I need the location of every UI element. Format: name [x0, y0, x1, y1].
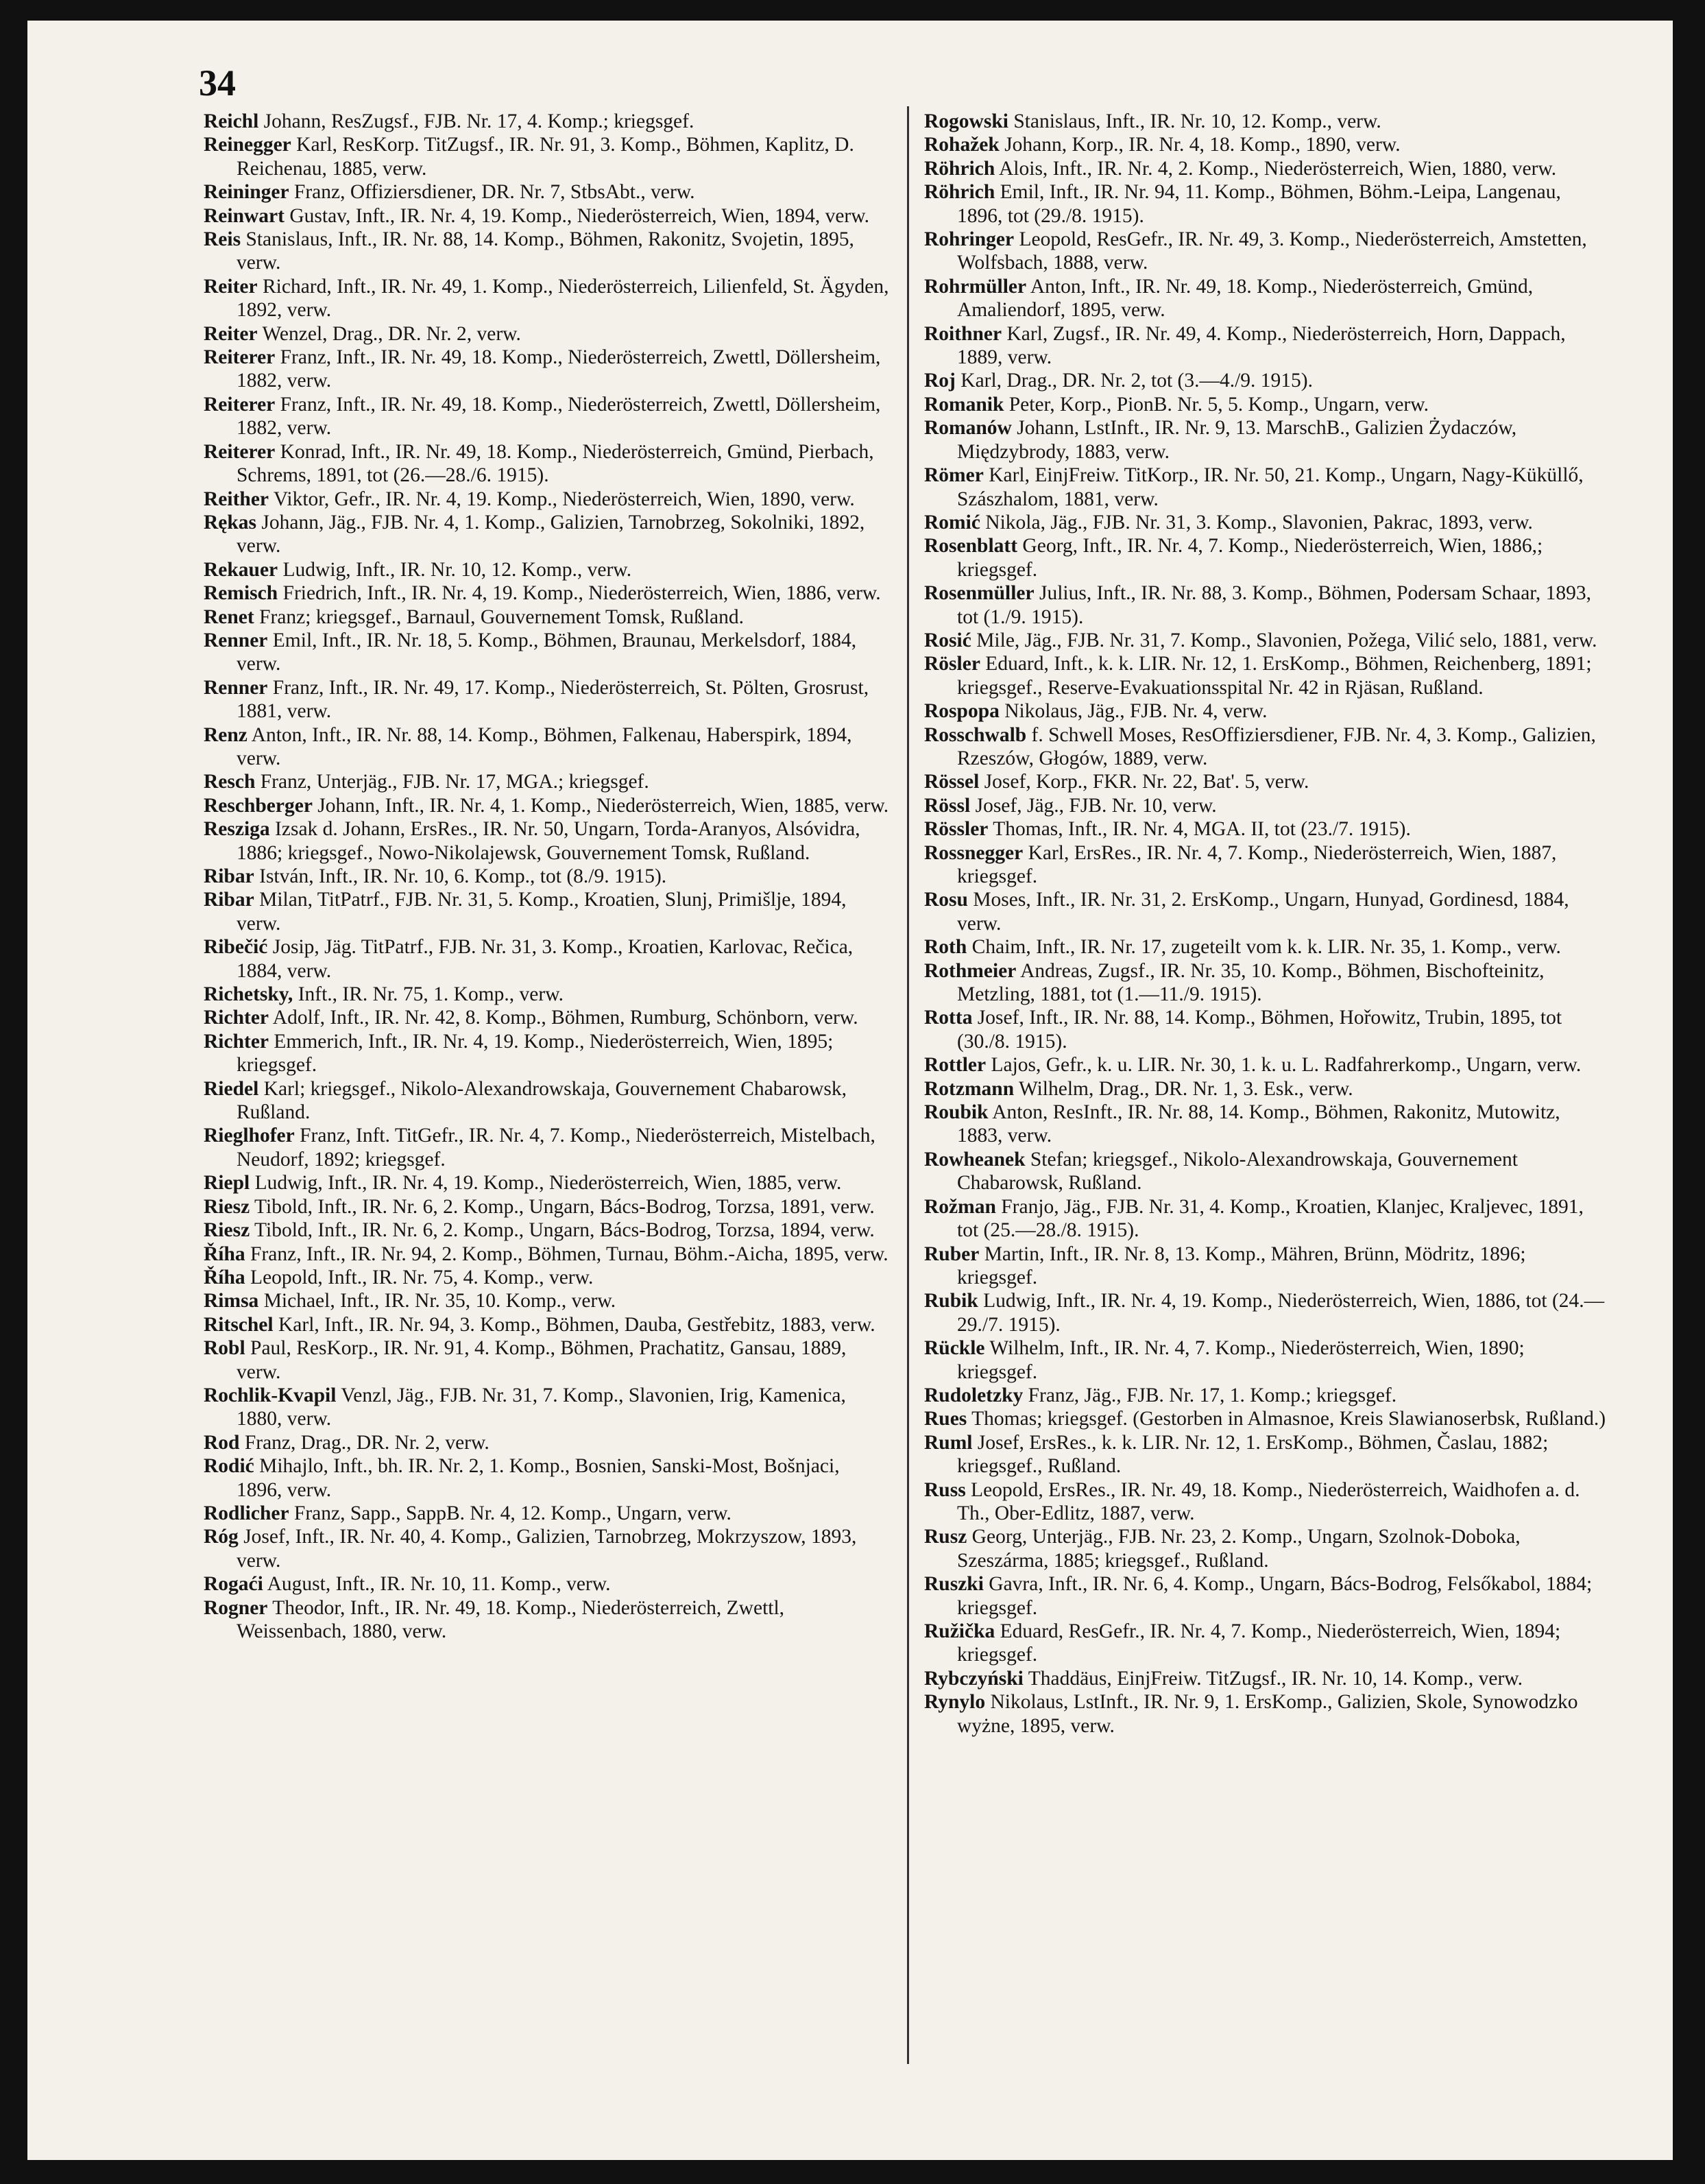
entry-surname: Remisch [204, 582, 278, 605]
entry-details: Josef, Inft., IR. Nr. 40, 4. Komp., Galizien, Tarnobrzeg, Mokrzyszow, 1893, verw. [237, 1526, 857, 1572]
entry-details: Leopold, ErsRes., IR. Nr. 49, 18. Komp., Niederösterreich, Waidhofen a. d. Th., Ober-Edlitz, 1887, verw. [957, 1478, 1580, 1524]
entry-surname: Resch [204, 771, 256, 793]
list-entry [204, 1124, 889, 1171]
entry-surname: Roth [924, 936, 967, 959]
list-entry [924, 1289, 1610, 1336]
entry-details: Chaim, Inft., IR. Nr. 17, zugeteilt vom k. k. LIR. Nr. 35, 1. Komp., verw. [971, 936, 1561, 959]
list-entry [924, 1101, 1610, 1148]
list-entry [204, 865, 889, 888]
entry-surname: Romanów [924, 417, 1012, 440]
entry-details: Anton, ResInft., IR. Nr. 88, 14. Komp., Böhmen, Rakonitz, Mutowitz, 1883, verw. [957, 1101, 1560, 1147]
entry-details: Julius, Inft., IR. Nr. 88, 3. Komp., Böhmen, Podersam Schaar, 1893, tot (1./9. 1915). [957, 582, 1592, 628]
list-entry [924, 817, 1610, 841]
entry-surname: Reiter [204, 322, 258, 345]
entry-surname: Říha [204, 1266, 245, 1288]
list-entry [204, 511, 889, 558]
entry-details: Venzl, Jäg., FJB. Nr. 31, 7. Komp., Slavonien, Irig, Kamenica, 1880, verw. [237, 1384, 846, 1430]
list-entry [204, 1384, 889, 1431]
list-entry [204, 133, 889, 180]
entry-surname: Říha [204, 1243, 245, 1265]
list-entry [924, 228, 1610, 275]
right-column [924, 110, 1610, 2071]
list-entry [924, 1690, 1610, 1738]
entry-surname: Röhrich [924, 157, 995, 180]
entry-surname: Rynylo [924, 1691, 986, 1714]
entry-details: Nikola, Jäg., FJB. Nr. 31, 3. Komp., Slavonien, Pakrac, 1893, verw. [985, 511, 1533, 533]
entry-surname: Riepl [204, 1172, 250, 1195]
list-entry [204, 1431, 889, 1454]
entry-surname: Rosenblatt [924, 535, 1018, 557]
entry-details: Franz, Drag., DR. Nr. 2, verw. [244, 1431, 489, 1454]
entry-surname: Rusz [924, 1526, 967, 1548]
entry-surname: Rękas [204, 511, 257, 533]
entry-details: Franz; kriegsgef., Barnaul, Gouvernement Tomsk, Rußland. [259, 605, 744, 628]
list-entry [204, 1336, 889, 1384]
list-entry [204, 1219, 889, 1242]
entry-surname: Römer [924, 464, 984, 487]
list-entry [204, 983, 889, 1006]
list-entry [924, 935, 1610, 959]
entry-surname: Rues [924, 1408, 967, 1430]
entry-details: Karl, ResKorp. TitZugsf., IR. Nr. 91, 3. Komp., Böhmen, Kaplitz, D. Reichenau, 1885, verw. [237, 134, 854, 180]
entry-details: Johann, ResZugsf., FJB. Nr. 17, 4. Komp.; kriegsgef. [263, 110, 694, 132]
list-entry [924, 275, 1610, 322]
entry-surname: Roj [924, 370, 956, 392]
entry-surname: Rimsa [204, 1290, 259, 1312]
list-entry [924, 581, 1610, 629]
entry-details: Emil, Inft., IR. Nr. 94, 11. Komp., Böhmen, Böhm.-Leipa, Langenau, 1896, tot (29./8. 1915). [957, 181, 1561, 227]
entry-details: Johann, Inft., IR. Nr. 4, 1. Komp., Niederösterreich, Wien, 1885, verw. [317, 794, 889, 817]
list-entry [924, 464, 1610, 511]
entry-details: Franjo, Jäg., FJB. Nr. 31, 4. Komp., Kroatien, Klanjec, Kraljevec, 1891, tot (25.—28./8. 1915). [957, 1195, 1584, 1242]
entry-details: Adolf, Inft., IR. Nr. 42, 8. Komp., Böhmen, Rumburg, Schönborn, verw. [272, 1007, 858, 1029]
entry-surname: Reschberger [204, 794, 313, 817]
entry-surname: Riedel [204, 1077, 259, 1100]
list-entry [204, 1502, 889, 1525]
entry-details: Tibold, Inft., IR. Nr. 6, 2. Komp., Ungarn, Bács-Bodrog, Torzsa, 1891, verw. [254, 1195, 875, 1218]
list-entry [924, 770, 1610, 793]
entry-surname: Richetsky, [204, 983, 293, 1006]
entry-surname: Rogner [204, 1596, 268, 1619]
entry-surname: Rod [204, 1431, 240, 1454]
list-entry [204, 1077, 889, 1125]
entry-details: Karl, Zugsf., IR. Nr. 49, 4. Komp., Niederösterreich, Horn, Dappach, 1889, verw. [957, 322, 1566, 369]
list-entry [924, 1478, 1610, 1526]
entry-surname: Rössel [924, 771, 980, 793]
list-entry [924, 157, 1610, 180]
entry-surname: Rückle [924, 1337, 985, 1360]
entry-details: Tibold, Inft., IR. Nr. 6, 2. Komp., Ungarn, Bács-Bodrog, Torzsa, 1894, verw. [254, 1219, 875, 1242]
entry-surname: Rotta [924, 1007, 973, 1029]
list-entry [204, 488, 889, 511]
entry-surname: Rosschwalb [924, 723, 1027, 746]
entry-surname: Rosić [924, 629, 971, 651]
entry-details: Josip, Jäg. TitPatrf., FJB. Nr. 31, 3. Komp., Kroatien, Karlovac, Rečica, 1884, verw. [237, 936, 854, 982]
entry-details: Franz, Inft., IR. Nr. 49, 17. Komp., Niederösterreich, St. Pölten, Grosrust, 1881, verw. [237, 676, 869, 723]
entry-surname: Reinegger [204, 134, 291, 156]
entry-surname: Rodlicher [204, 1502, 289, 1524]
entry-details: Franz, Inft., IR. Nr. 49, 18. Komp., Niederösterreich, Zwettl, Döllersheim, 1882, verw. [237, 346, 881, 392]
entry-surname: Reither [204, 488, 269, 510]
entry-details: Gavra, Inft., IR. Nr. 6, 4. Komp., Ungarn, Bács-Bodrog, Felsőkabol, 1884; kriegsgef. [957, 1573, 1593, 1619]
list-entry [204, 794, 889, 817]
entry-surname: Rosu [924, 889, 968, 911]
list-entry [204, 1006, 889, 1029]
entry-details: Moses, Inft., IR. Nr. 31, 2. ErsKomp., Ungarn, Hunyad, Gordinesd, 1884, verw. [957, 889, 1569, 935]
entry-details: Emmerich, Inft., IR. Nr. 4, 19. Komp., Niederösterreich, Wien, 1895; kriegsgef. [237, 1030, 834, 1077]
entry-surname: Ružička [924, 1620, 995, 1642]
entry-details: Alois, Inft., IR. Nr. 4, 2. Komp., Niederösterreich, Wien, 1880, verw. [999, 157, 1557, 180]
entry-details: Stanislaus, Inft., IR. Nr. 88, 14. Komp., Böhmen, Rakonitz, Svojetin, 1895, verw. [237, 228, 854, 274]
entry-details: Wenzel, Drag., DR. Nr. 2, verw. [262, 322, 521, 345]
list-entry [924, 1077, 1610, 1101]
entry-details: Franz, Unterjäg., FJB. Nr. 17, MGA.; kriegsgef. [260, 771, 649, 793]
entry-surname: Rekauer [204, 558, 278, 581]
entry-surname: Rohažek [924, 134, 1000, 156]
list-entry [204, 228, 889, 275]
entry-surname: Rothmeier [924, 959, 1017, 982]
entry-details: Franz, Inft. TitGefr., IR. Nr. 4, 7. Komp., Niederösterreich, Mistelbach, Neudorf, 1892; kriegsgef. [237, 1125, 875, 1171]
entry-details: Nikolaus, LstInft., IR. Nr. 9, 1. ErsKomp., Galizien, Skole, Synowodzko wyżne, 1895, verw. [957, 1691, 1578, 1737]
entry-details: Gustav, Inft., IR. Nr. 4, 19. Komp., Niederösterreich, Wien, 1894, verw. [289, 204, 870, 227]
entry-surname: Rossnegger [924, 841, 1024, 864]
list-entry [924, 133, 1610, 156]
entry-details: Friedrich, Inft., IR. Nr. 4, 19. Komp., Niederösterreich, Wien, 1886, verw. [282, 582, 881, 605]
entry-details: Richard, Inft., IR. Nr. 49, 1. Komp., Niederösterreich, Lilienfeld, St. Ägyden, 1892, verw. [237, 275, 889, 322]
entry-surname: Rosenmüller [924, 582, 1035, 605]
list-entry [204, 1596, 889, 1644]
entry-details: Izsak d. Johann, ErsRes., IR. Nr. 50, Ungarn, Torda-Aranyos, Alsóvidra, 1886; kriegsgef., Nowo-Nikolajewsk, Gouvernement Tomsk, Rußland. [237, 818, 860, 864]
list-entry [204, 605, 889, 629]
entry-surname: Rogowski [924, 110, 1008, 132]
entry-surname: Reiterer [204, 440, 276, 463]
entry-surname: Riesz [204, 1219, 250, 1242]
entry-details: Karl, Inft., IR. Nr. 94, 3. Komp., Böhmen, Dauba, Gestřebitz, 1883, verw. [278, 1313, 875, 1336]
list-entry [204, 322, 889, 346]
entry-surname: Richter [204, 1007, 269, 1029]
list-entry [924, 1525, 1610, 1572]
entry-surname: Resziga [204, 818, 270, 841]
list-entry [924, 1572, 1610, 1620]
entry-surname: Ribečić [204, 936, 268, 959]
entry-details: Michael, Inft., IR. Nr. 35, 10. Komp., verw. [263, 1290, 616, 1312]
list-entry [204, 629, 889, 676]
list-entry [924, 534, 1610, 581]
list-entry [204, 180, 889, 204]
list-entry [924, 110, 1610, 133]
entry-surname: Rybczyński [924, 1667, 1024, 1690]
list-entry [924, 322, 1610, 370]
entry-surname: Ribar [204, 889, 254, 911]
entry-surname: Rohringer [924, 228, 1015, 251]
list-entry [204, 581, 889, 605]
entry-details: Theodor, Inft., IR. Nr. 49, 18. Komp., Niederösterreich, Zwettl, Weissenbach, 1880, verw. [237, 1596, 785, 1642]
entry-details: Karl, EinjFreiw. TitKorp., IR. Nr. 50, 21. Komp., Ungarn, Nagy-Küküllő, Szászhalom, 1881, verw. [957, 464, 1584, 510]
list-entry [204, 723, 889, 771]
entry-details: Viktor, Gefr., IR. Nr. 4, 19. Komp., Niederösterreich, Wien, 1890, verw. [273, 488, 855, 510]
entry-surname: Reis [204, 228, 241, 251]
entry-details: Franz, Sapp., SappB. Nr. 4, 12. Komp., Ungarn, verw. [293, 1502, 731, 1524]
entry-details: Josef, Korp., FKR. Nr. 22, Bat'. 5, verw. [984, 771, 1309, 793]
entry-details: Paul, ResKorp., IR. Nr. 91, 4. Komp., Böhmen, Prachatitz, Gansau, 1889, verw. [237, 1337, 847, 1383]
list-entry [204, 1572, 889, 1596]
entry-details: Karl, ErsRes., IR. Nr. 4, 7. Komp., Niederösterreich, Wien, 1887, kriegsgef. [957, 841, 1557, 887]
entry-surname: Rotzmann [924, 1077, 1015, 1100]
left-column [204, 110, 889, 2071]
list-entry [924, 699, 1610, 723]
entry-surname: Renner [204, 629, 268, 651]
list-entry [924, 841, 1610, 889]
list-entry [204, 204, 889, 228]
entry-surname: Rochlik-Kvapil [204, 1384, 337, 1406]
entry-details: Johann, Jäg., FJB. Nr. 4, 1. Komp., Galizien, Tarnobrzeg, Sokolniki, 1892, verw. [237, 511, 865, 557]
entry-details: Thomas, Inft., IR. Nr. 4, MGA. II, tot (23./7. 1915). [993, 818, 1411, 841]
entry-surname: Russ [924, 1478, 966, 1501]
list-entry [204, 1195, 889, 1219]
entry-details: Thaddäus, EinjFreiw. TitZugsf., IR. Nr. 10, 14. Komp., verw. [1028, 1667, 1523, 1690]
entry-surname: Ruber [924, 1243, 980, 1265]
entry-details: Stanislaus, Inft., IR. Nr. 10, 12. Komp., verw. [1013, 110, 1381, 132]
list-entry [204, 1266, 889, 1289]
entry-surname: Rössler [924, 818, 989, 841]
list-entry [924, 1195, 1610, 1243]
entry-surname: Renet [204, 605, 254, 628]
list-entry [924, 1667, 1610, 1690]
list-entry [924, 1053, 1610, 1077]
list-entry [204, 1525, 889, 1572]
entry-details: Georg, Inft., IR. Nr. 4, 7. Komp., Niederösterreich, Wien, 1886,; kriegsgef. [957, 535, 1543, 581]
entry-details: Franz, Inft., IR. Nr. 49, 18. Komp., Niederösterreich, Zwettl, Döllersheim, 1882, verw. [237, 393, 881, 440]
entry-surname: Reinwart [204, 204, 285, 227]
list-entry [924, 1336, 1610, 1384]
entry-surname: Reiterer [204, 346, 276, 369]
entry-details: István, Inft., IR. Nr. 10, 6. Komp., tot (8./9. 1915). [259, 865, 667, 887]
list-entry [924, 794, 1610, 817]
list-entry [204, 1313, 889, 1336]
list-entry [204, 1171, 889, 1195]
list-entry [204, 935, 889, 983]
entry-details: Wilhelm, Drag., DR. Nr. 1, 3. Esk., verw. [1018, 1077, 1353, 1100]
page-number: 34 [199, 62, 236, 104]
list-entry [204, 393, 889, 440]
entry-details: August, Inft., IR. Nr. 10, 11. Komp., verw. [267, 1573, 611, 1596]
entry-surname: Rudoletzky [924, 1384, 1024, 1406]
entry-surname: Róg [204, 1526, 239, 1548]
entry-surname: Reininger [204, 181, 289, 204]
list-entry [924, 369, 1610, 392]
entry-surname: Renner [204, 676, 268, 699]
list-entry [924, 888, 1610, 935]
entry-details: Mile, Jäg., FJB. Nr. 31, 7. Komp., Slavonien, Požega, Vilić selo, 1881, verw. [976, 629, 1597, 651]
entry-details: Karl, Drag., DR. Nr. 2, tot (3.—4./9. 1915). [960, 370, 1313, 392]
entry-details: Peter, Korp., PionB. Nr. 5, 5. Komp., Ungarn, verw. [1008, 393, 1429, 416]
entry-details: Karl; kriegsgef., Nikolo-Alexandrowskaja, Gouvernement Chabarowsk, Rußland. [237, 1077, 847, 1124]
entry-surname: Rösler [924, 653, 980, 675]
list-entry [924, 511, 1610, 534]
list-entry [204, 346, 889, 393]
entry-surname: Rowheanek [924, 1148, 1026, 1171]
list-entry [204, 1454, 889, 1502]
entry-details: Leopold, ResGefr., IR. Nr. 49, 3. Komp., Niederösterreich, Amstetten, Wolfsbach, 1888, verw. [957, 228, 1587, 274]
entry-details: Eduard, Inft., k. k. LIR. Nr. 12, 1. ErsKomp., Böhmen, Reichenberg, 1891; kriegsgef., Reserve-Evakuationsspital Nr. 42 in Rjäsan, Rußland. [957, 653, 1592, 699]
list-entry [204, 275, 889, 322]
entry-surname: Robl [204, 1337, 245, 1360]
list-entry [924, 1148, 1610, 1195]
entry-surname: Romanik [924, 393, 1004, 416]
entry-details: Wilhelm, Inft., IR. Nr. 4, 7. Komp., Niederösterreich, Wien, 1890; kriegsgef. [957, 1337, 1525, 1383]
list-entry [204, 676, 889, 723]
entry-details: Leopold, Inft., IR. Nr. 75, 4. Komp., verw. [250, 1266, 594, 1288]
entry-surname: Richter [204, 1030, 269, 1053]
entry-surname: Rubik [924, 1290, 978, 1312]
entry-surname: Rössl [924, 794, 971, 817]
entry-surname: Roubik [924, 1101, 989, 1124]
entry-details: Konrad, Inft., IR. Nr. 49, 18. Komp., Niederösterreich, Gmünd, Pierbach, Schrems, 1891, tot (26.—28./6. 1915). [237, 440, 874, 487]
list-entry [204, 1243, 889, 1266]
entry-surname: Ruszki [924, 1573, 984, 1596]
entry-surname: Rieglhofer [204, 1125, 295, 1147]
list-entry [924, 1384, 1610, 1407]
entry-surname: Rožman [924, 1195, 996, 1218]
entry-surname: Ribar [204, 865, 254, 887]
entry-details: Josef, Inft., IR. Nr. 88, 14. Komp., Böhmen, Hořowitz, Trubin, 1895, tot (30./8. 1915). [957, 1007, 1562, 1053]
entry-surname: Reichl [204, 110, 259, 132]
entry-details: Franz, Offiziersdiener, DR. Nr. 7, StbsAbt., verw. [293, 181, 695, 204]
list-entry [924, 393, 1610, 416]
entry-surname: Ruml [924, 1431, 973, 1454]
list-entry [924, 723, 1610, 771]
entry-surname: Rottler [924, 1054, 987, 1077]
entry-details: Nikolaus, Jäg., FJB. Nr. 4, verw. [1004, 700, 1268, 723]
entry-details: f. Schwell Moses, ResOffiziersdiener, FJB. Nr. 4, 3. Komp., Galizien, Rzeszów, Głogów, 1889, verw. [957, 723, 1596, 769]
list-entry [204, 770, 889, 793]
list-entry [924, 180, 1610, 228]
entry-details: Emil, Inft., IR. Nr. 18, 5. Komp., Böhmen, Braunau, Merkelsdorf, 1884, verw. [237, 629, 857, 675]
entry-details: Inft., IR. Nr. 75, 1. Komp., verw. [298, 983, 564, 1006]
list-entry [924, 1431, 1610, 1478]
list-entry [204, 817, 889, 865]
entry-surname: Riesz [204, 1195, 250, 1218]
entry-details: Milan, TitPatrf., FJB. Nr. 31, 5. Komp., Kroatien, Slunj, Primišlje, 1894, verw. [237, 889, 847, 935]
entry-surname: Reiter [204, 275, 258, 298]
entry-details: Georg, Unterjäg., FJB. Nr. 23, 2. Komp., Ungarn, Szolnok-Doboka, Szeszárma, 1885; kriegsgef., Rußland. [957, 1526, 1521, 1572]
entry-surname: Rospopa [924, 700, 1000, 723]
entry-surname: Rodić [204, 1455, 254, 1478]
list-entry [924, 959, 1610, 1007]
entry-surname: Rohrmüller [924, 275, 1027, 298]
entry-details: Ludwig, Inft., IR. Nr. 4, 19. Komp., Niederösterreich, Wien, 1886, tot (24.—29./7. 1915). [957, 1290, 1605, 1336]
entry-surname: Reiterer [204, 393, 276, 416]
list-entry [924, 1243, 1610, 1290]
entry-details: Franz, Jäg., FJB. Nr. 17, 1. Komp.; kriegsgef. [1028, 1384, 1397, 1406]
list-entry [924, 416, 1610, 464]
entry-details: Thomas; kriegsgef. (Gestorben in Almasnoe, Kreis Slawianoserbsk, Rußland.) [971, 1408, 1606, 1430]
entry-surname: Röhrich [924, 181, 995, 204]
list-entry [924, 629, 1610, 652]
list-entry [924, 1407, 1610, 1430]
list-entry [204, 1030, 889, 1077]
entry-surname: Romić [924, 511, 980, 533]
entry-details: Josef, ErsRes., k. k. LIR. Nr. 12, 1. ErsKomp., Böhmen, Časlau, 1882; kriegsgef., Rußland. [957, 1431, 1549, 1478]
entry-details: Anton, Inft., IR. Nr. 49, 18. Komp., Niederösterreich, Gmünd, Amaliendorf, 1895, verw. [957, 275, 1534, 322]
list-entry [924, 652, 1610, 699]
document-page [27, 21, 1673, 2160]
list-entry [204, 888, 889, 935]
entry-details: Josef, Jäg., FJB. Nr. 10, verw. [975, 794, 1217, 817]
entry-surname: Roithner [924, 322, 1002, 345]
list-entry [924, 1006, 1610, 1053]
entry-surname: Renz [204, 723, 247, 746]
entry-details: Johann, Korp., IR. Nr. 4, 18. Komp., 1890, verw. [1004, 134, 1401, 156]
entry-details: Anton, Inft., IR. Nr. 88, 14. Komp., Böhmen, Falkenau, Haberspirk, 1894, verw. [237, 723, 852, 769]
column-divider [907, 106, 909, 2064]
entry-details: Lajos, Gefr., k. u. LIR. Nr. 30, 1. k. u. L. Radfahrerkomp., Ungarn, verw. [991, 1054, 1582, 1077]
list-entry [924, 1620, 1610, 1667]
entry-details: Johann, LstInft., IR. Nr. 9, 13. MarschB., Galizien Żydaczów, Międzybrody, 1883, verw. [957, 417, 1517, 463]
list-entry [204, 110, 889, 133]
entry-details: Ludwig, Inft., IR. Nr. 10, 12. Komp., verw. [282, 558, 632, 581]
entry-surname: Ritschel [204, 1313, 274, 1336]
entry-details: Franz, Inft., IR. Nr. 94, 2. Komp., Böhmen, Turnau, Böhm.-Aicha, 1895, verw. [250, 1243, 888, 1265]
list-entry [204, 440, 889, 488]
list-entry [204, 558, 889, 581]
entry-details: Mihajlo, Inft., bh. IR. Nr. 2, 1. Komp., Bosnien, Sanski-Most, Bošnjaci, 1896, verw. [237, 1455, 840, 1501]
entry-details: Andreas, Zugsf., IR. Nr. 35, 10. Komp., Böhmen, Bischofteinitz, Metzling, 1881, tot (1.—11./9. 1915). [957, 959, 1545, 1006]
list-entry [204, 1289, 889, 1312]
entry-details: Stefan; kriegsgef., Nikolo-Alexandrowskaja, Gouvernement Chabarowsk, Rußland. [957, 1148, 1518, 1195]
entry-details: Ludwig, Inft., IR. Nr. 4, 19. Komp., Niederösterreich, Wien, 1885, verw. [254, 1172, 842, 1195]
entry-details: Martin, Inft., IR. Nr. 8, 13. Komp., Mähren, Brünn, Mödritz, 1896; kriegsgef. [957, 1243, 1526, 1288]
entry-surname: Rogaći [204, 1573, 263, 1596]
entry-details: Eduard, ResGefr., IR. Nr. 4, 7. Komp., Niederösterreich, Wien, 1894; kriegsgef. [957, 1620, 1561, 1666]
